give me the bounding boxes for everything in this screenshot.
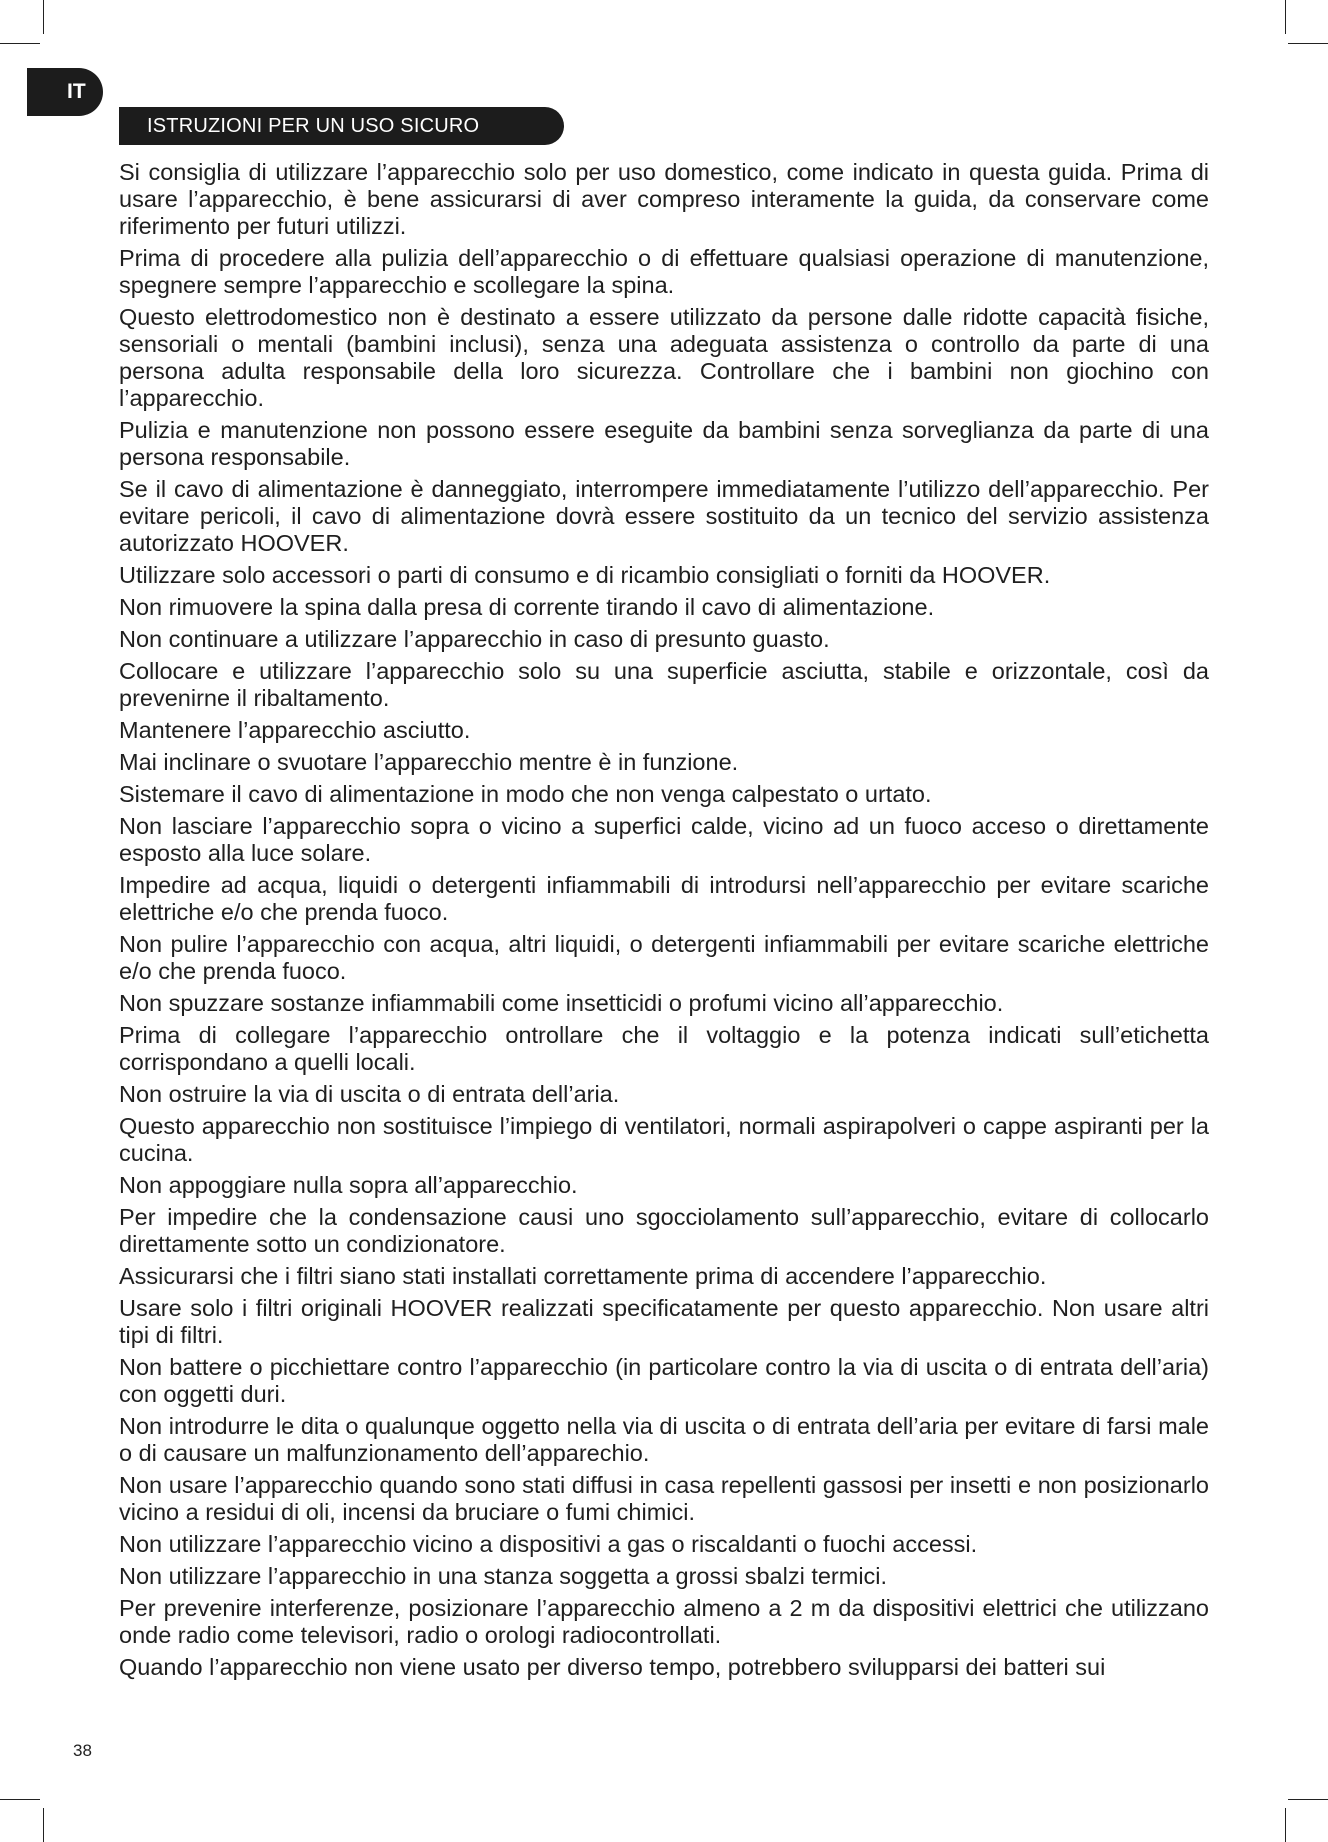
crop-mark-bottom-right-horizontal <box>1288 1799 1328 1800</box>
crop-mark-top-left-vertical <box>43 0 44 34</box>
paragraph: Quando l’apparecchio non viene usato per diverso tempo, potrebbero svilupparsi dei batteri sui <box>119 1654 1106 1680</box>
paragraph: Non continuare a utilizzare l’apparecchio in caso di presunto guasto. <box>119 626 830 652</box>
crop-mark-bottom-left-horizontal <box>0 1799 40 1800</box>
paragraph: Mantenere l’apparecchio asciutto. <box>119 717 471 743</box>
safety-instructions-body <box>119 159 1209 1686</box>
crop-mark-top-right-horizontal <box>1288 43 1328 44</box>
paragraph: Questo elettrodomestico non è destinato a essere utilizzato da persone dalle ridotte capacità fisiche, sensoriali o mentali (bambini inclusi), senza una adeguata assistenza o controllo da parte di una persona adulta responsabile della loro sicurezza. Controllare che i bambini non giochino con l’apparecchio. <box>119 304 1209 411</box>
paragraph: Prima di collegare l’apparecchio ontrollare che il voltaggio e la potenza indicati sull’etichetta corrispondano a quelli locali. <box>119 1022 1209 1075</box>
paragraph: Prima di procedere alla pulizia dell’apparecchio o di effettuare qualsiasi operazione di manutenzione, spegnere sempre l’apparecchio e scollegare la spina. <box>119 245 1209 298</box>
paragraph: Collocare e utilizzare l’apparecchio solo su una superficie asciutta, stabile e orizzontale, così da prevenirne il ribaltamento. <box>119 658 1209 711</box>
paragraph: Non pulire l’apparecchio con acqua, altri liquidi, o detergenti infiammabili per evitare scariche elettriche e/o che prenda fuoco. <box>119 931 1209 984</box>
crop-mark-top-left-horizontal <box>0 43 40 44</box>
paragraph: Non rimuovere la spina dalla presa di corrente tirando il cavo di alimentazione. <box>119 594 935 620</box>
language-tab: IT <box>27 68 103 116</box>
paragraph: Non appoggiare nulla sopra all’apparecchio. <box>119 1172 578 1198</box>
paragraph: Non lasciare l’apparecchio sopra o vicino a superfici calde, vicino ad un fuoco acceso o direttamente esposto alla luce solare. <box>119 813 1209 866</box>
paragraph: Non ostruire la via di uscita o di entrata dell’aria. <box>119 1081 620 1107</box>
paragraph: Se il cavo di alimentazione è danneggiato, interrompere immediatamente l’utilizzo dell’apparecchio. Per evitare pericoli, il cavo di alimentazione dovrà essere sostituito da un tecnico del servizio assistenza autorizzato HOOVER. <box>119 476 1209 556</box>
paragraph: Non utilizzare l’apparecchio in una stanza soggetta a grossi sbalzi termici. <box>119 1563 888 1589</box>
paragraph: Non spuzzare sostanze infiammabili come insetticidi o profumi vicino all’apparecchio. <box>119 990 1004 1016</box>
crop-mark-top-right-vertical <box>1285 0 1286 34</box>
paragraph: Per prevenire interferenze, posizionare l’apparecchio almeno a 2 m da dispositivi elettrici che utilizzano onde radio come televisori, radio o orologi radiocontrollati. <box>119 1595 1209 1648</box>
paragraph: Non introdurre le dita o qualunque oggetto nella via di uscita o di entrata dell’aria per evitare di farsi male o di causare un malfunzionamento dell’apparechio. <box>119 1413 1209 1466</box>
paragraph: Non battere o picchiettare contro l’apparecchio (in particolare contro la via di uscita o di entrata dell’aria) con oggetti duri. <box>119 1354 1209 1407</box>
paragraph: Si consiglia di utilizzare l’apparecchio solo per uso domestico, come indicato in questa guida. Prima di usare l’apparecchio, è bene assicurarsi di aver compreso interamente la guida, da conservare come riferimento per futuri utilizzi. <box>119 159 1209 239</box>
paragraph: Sistemare il cavo di alimentazione in modo che non venga calpestato o urtato. <box>119 781 932 807</box>
paragraph: Questo apparecchio non sostituisce l’impiego di ventilatori, normali aspirapolveri o cappe aspiranti per la cucina. <box>119 1113 1209 1166</box>
paragraph: Impedire ad acqua, liquidi o detergenti infiammabili di introdursi nell’apparecchio per evitare scariche elettriche e/o che prenda fuoco. <box>119 872 1209 925</box>
paragraph: Per impedire che la condensazione causi uno sgocciolamento sull’apparecchio, evitare di collocarlo direttamente sotto un condizionatore. <box>119 1204 1209 1257</box>
paragraph: Utilizzare solo accessori o parti di consumo e di ricambio consigliati o forniti da HOOVER. <box>119 562 1051 588</box>
paragraph: Non usare l’apparecchio quando sono stati diffusi in casa repellenti gassosi per insetti e non posizionarlo vicino a residui di oli, incensi da bruciare o fumi chimici. <box>119 1472 1209 1525</box>
crop-mark-bottom-left-vertical <box>43 1808 44 1842</box>
paragraph: Pulizia e manutenzione non possono essere eseguite da bambini senza sorveglianza da parte di una persona responsabile. <box>119 417 1209 470</box>
paragraph: Mai inclinare o svuotare l’apparecchio mentre è in funzione. <box>119 749 739 775</box>
paragraph: Usare solo i filtri originali HOOVER realizzati specificatamente per questo apparecchio. Non usare altri tipi di filtri. <box>119 1295 1209 1348</box>
paragraph: Assicurarsi che i filtri siano stati installati correttamente prima di accendere l’apparecchio. <box>119 1263 1047 1289</box>
crop-mark-bottom-right-vertical <box>1285 1808 1286 1842</box>
paragraph: Non utilizzare l’apparecchio vicino a dispositivi a gas o riscaldanti o fuochi accessi. <box>119 1531 978 1557</box>
page-number: 38 <box>73 1741 92 1760</box>
section-title: ISTRUZIONI PER UN USO SICURO <box>119 107 564 145</box>
